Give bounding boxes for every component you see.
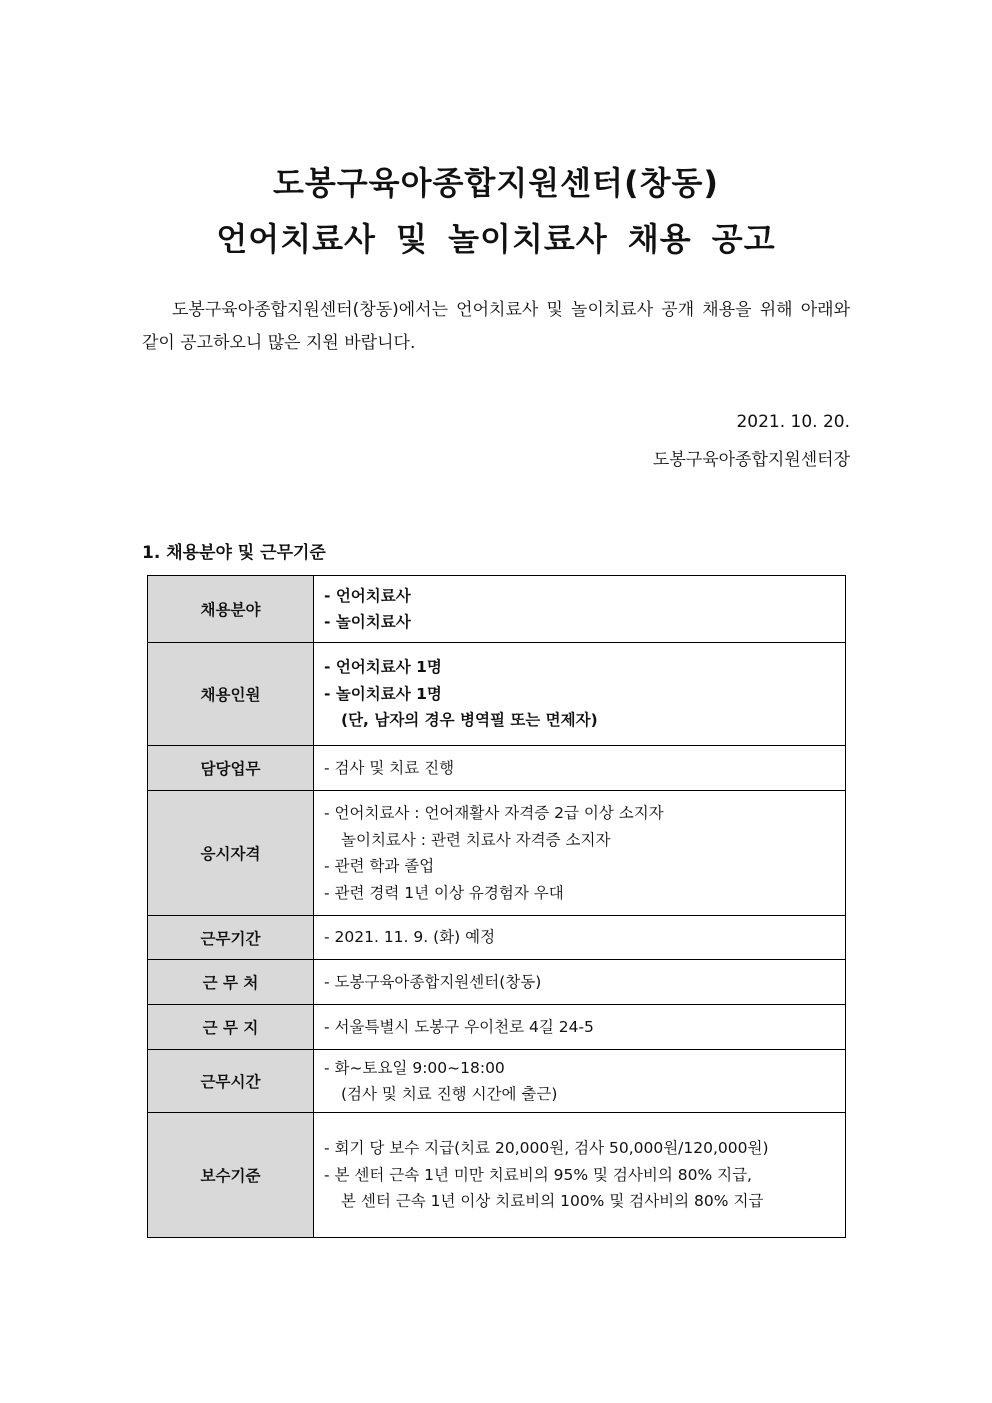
row-content [314,1050,846,1113]
table-row [148,576,846,643]
issuer-name: 도봉구육아종합지원센터장 [652,450,850,470]
page-title: 도봉구육아종합지원센터(창동) [272,164,720,202]
announcement-date: 2021. 10. 20. [736,412,850,432]
content-line: - 도봉구육아종합지원센터(창동) [324,972,542,991]
content-line: - 언어치료사 [324,586,411,605]
row-content [314,1113,846,1238]
row-content [314,746,846,791]
content-line: 본 센터 근속 1년 이상 치료비의 100% 및 검사비의 80% 지급 [341,1192,764,1211]
row-label: 근무기간 [148,916,314,960]
content-line: - 놀이치료사 [324,613,411,631]
content-line: (단, 남자의 경우 병역필 또는 면제자) [341,711,598,730]
page-subtitle: 언어치료사 및 놀이치료사 채용 공고 [216,220,776,258]
content-line: - 언어치료사 : 언어재활사 자격증 2급 이상 소지자 [324,804,664,822]
intro-paragraph [142,294,850,360]
table-row [148,746,846,791]
content-line: - 언어치료사 1명 [324,658,442,677]
row-label: 근무시간 [148,1050,314,1113]
table-row [148,916,846,960]
section-heading: 1. 채용분야 및 근무기준 [142,543,326,563]
content-line: (검사 및 치료 진행 시간에 출근) [341,1085,558,1103]
content-line: - 서울특별시 도봉구 우이천로 4길 24-5 [324,1017,594,1036]
row-label: 채용인원 [148,643,314,746]
table-row [148,960,846,1005]
row-label: 보수기준 [148,1113,314,1238]
row-content [314,1005,846,1050]
row-content [314,791,846,916]
table-row [148,1113,846,1238]
content-line: - 검사 및 치료 진행 [324,758,455,777]
content-line: - 2021. 11. 9. (화) 예정 [324,928,496,947]
content-line: 놀이치료사 : 관련 치료사 자격증 소지자 [341,830,611,849]
row-content [314,960,846,1005]
row-label: 응시자격 [148,791,314,916]
row-content [314,576,846,643]
content-line: - 본 센터 근속 1년 미만 치료비의 95% 및 검사비의 80% 지급, [324,1165,752,1184]
row-label: 담당업무 [148,746,314,791]
content-line: - 놀이치료사 1명 [324,684,442,703]
row-content [314,916,846,960]
row-label: 채용분야 [148,576,314,643]
row-content [314,643,846,746]
table-row [148,1005,846,1050]
row-label: 근 무 지 [148,1005,314,1050]
row-label: 근 무 처 [148,960,314,1005]
content-line: - 회기 당 보수 지급(치료 20,000원, 검사 50,000원/120,000원) [324,1139,769,1158]
recruitment-table [147,575,846,1238]
table-row [148,643,846,746]
table-row [148,791,846,916]
content-line: - 화~토요일 9:00~18:00 [324,1058,505,1077]
table-row [148,1050,846,1113]
content-line: - 관련 경력 1년 이상 유경험자 우대 [324,883,564,902]
intro-text: 도봉구육아종합지원센터(창동)에서는 언어치료사 및 놀이치료사 공개 채용을 위해 아래와 같이 공고하오니 많은 지원 바랍니다. [142,300,850,353]
content-line: - 관련 학과 졸업 [324,857,435,875]
